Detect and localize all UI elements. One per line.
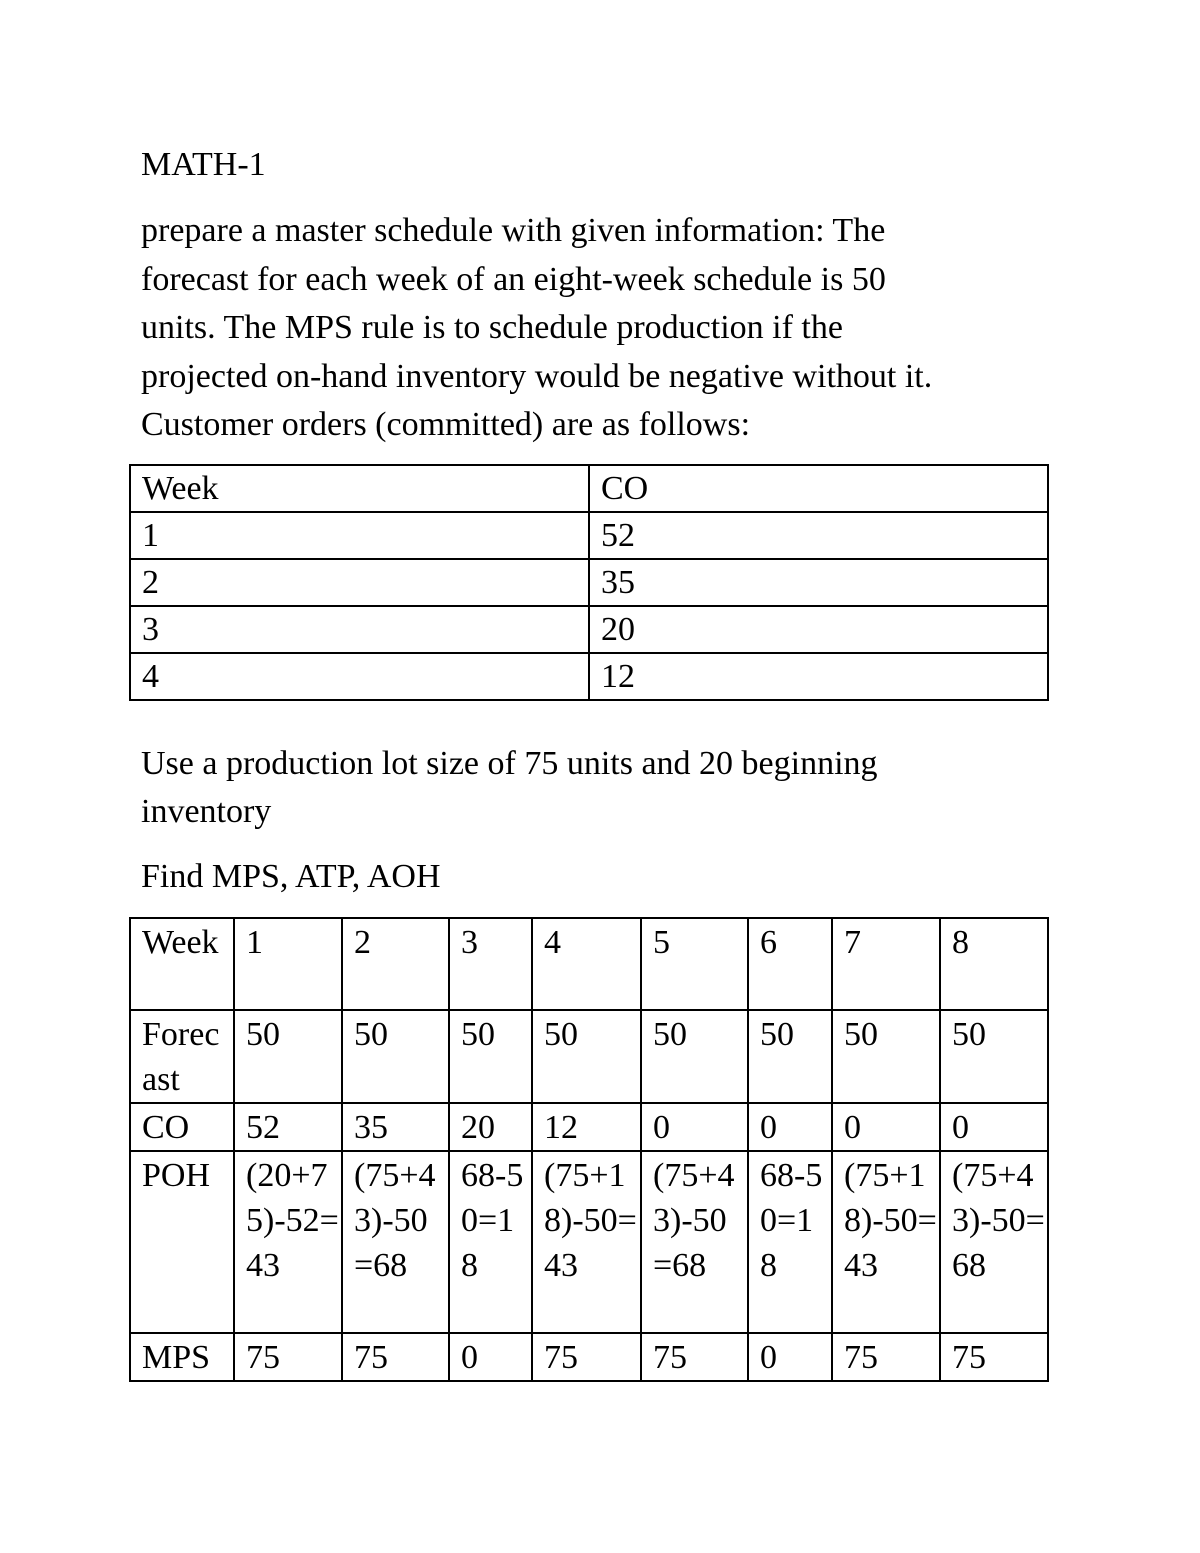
mps-cell: 0 — [748, 1333, 832, 1381]
co-cell: 20 — [449, 1103, 532, 1151]
co-cell: 0 — [832, 1103, 940, 1151]
mps-cell: 0 — [449, 1333, 532, 1381]
find-instruction: Find MPS, ATP, AOH — [141, 858, 441, 895]
table-row — [130, 653, 1048, 700]
poh-cell: (75+18)-50=43 — [532, 1151, 641, 1333]
co-cell: 0 — [641, 1103, 748, 1151]
co-cell: 20 — [589, 606, 1048, 653]
lot-size-statement — [141, 740, 1081, 836]
row-label-mps: MPS — [130, 1333, 234, 1381]
week-cell: 4 — [130, 653, 589, 700]
mps-cell: 75 — [940, 1333, 1048, 1381]
poh-row — [130, 1151, 1048, 1333]
mps-cell: 75 — [342, 1333, 449, 1381]
co-cell: 35 — [589, 559, 1048, 606]
mps-cell: 75 — [234, 1333, 342, 1381]
table-row — [130, 512, 1048, 559]
week-cell: 2 — [130, 559, 589, 606]
problem-line: prepare a master schedule with given information: The — [141, 212, 886, 249]
lot-line: Use a production lot size of 75 units and 20 beginning — [141, 745, 878, 782]
week-row — [130, 918, 1048, 1010]
co-row — [130, 1103, 1048, 1151]
problem-statement — [141, 207, 1081, 450]
week-number: 7 — [832, 918, 940, 1010]
poh-cell: (75+18)-50=43 — [832, 1151, 940, 1333]
co-cell: 12 — [532, 1103, 641, 1151]
forecast-cell: 50 — [342, 1010, 449, 1103]
forecast-cell: 50 — [832, 1010, 940, 1103]
co-cell: 35 — [342, 1103, 449, 1151]
forecast-cell: 50 — [234, 1010, 342, 1103]
master-schedule-table — [129, 917, 1049, 1382]
forecast-cell: 50 — [449, 1010, 532, 1103]
forecast-cell: 50 — [532, 1010, 641, 1103]
header-week: Week — [130, 465, 589, 512]
row-label-week: Week — [130, 918, 234, 1010]
week-number: 6 — [748, 918, 832, 1010]
co-cell: 0 — [748, 1103, 832, 1151]
mps-cell: 75 — [532, 1333, 641, 1381]
poh-cell: 68-50=18 — [748, 1151, 832, 1333]
week-cell: 1 — [130, 512, 589, 559]
week-number: 4 — [532, 918, 641, 1010]
week-number: 5 — [641, 918, 748, 1010]
poh-cell: (75+43)-50=68 — [342, 1151, 449, 1333]
forecast-cell: 50 — [641, 1010, 748, 1103]
poh-cell: 68-50=18 — [449, 1151, 532, 1333]
co-cell: 12 — [589, 653, 1048, 700]
table-header-row — [130, 465, 1048, 512]
mps-cell: 75 — [641, 1333, 748, 1381]
problem-line: Customer orders (committed) are as follows: — [141, 406, 751, 443]
forecast-row — [130, 1010, 1048, 1103]
co-cell: 0 — [940, 1103, 1048, 1151]
week-cell: 3 — [130, 606, 589, 653]
poh-cell: (20+75)-52=43 — [234, 1151, 342, 1333]
week-number: 3 — [449, 918, 532, 1010]
week-number: 8 — [940, 918, 1048, 1010]
lot-line: inventory — [141, 793, 272, 830]
problem-line: projected on-hand inventory would be negative without it. — [141, 357, 933, 395]
row-label-co: CO — [130, 1103, 234, 1151]
row-label-forecast: Forecast — [130, 1010, 234, 1103]
poh-cell: (75+43)-50=68 — [940, 1151, 1048, 1333]
problem-line: forecast for each week of an eight-week schedule is 50 — [141, 260, 886, 298]
co-cell: 52 — [589, 512, 1048, 559]
mps-cell: 75 — [832, 1333, 940, 1381]
row-label-poh: POH — [130, 1151, 234, 1333]
poh-cell: (75+43)-50=68 — [641, 1151, 748, 1333]
forecast-cell: 50 — [748, 1010, 832, 1103]
customer-orders-table — [129, 464, 1049, 701]
week-number: 1 — [234, 918, 342, 1010]
table-row — [130, 606, 1048, 653]
problem-line: units. The MPS rule is to schedule production if the — [141, 309, 843, 346]
forecast-cell: 50 — [940, 1010, 1048, 1103]
co-cell: 52 — [234, 1103, 342, 1151]
mps-row — [130, 1333, 1048, 1381]
header-co: CO — [589, 465, 1048, 512]
week-number: 2 — [342, 918, 449, 1010]
table-row — [130, 559, 1048, 606]
document-title: MATH-1 — [141, 146, 266, 183]
